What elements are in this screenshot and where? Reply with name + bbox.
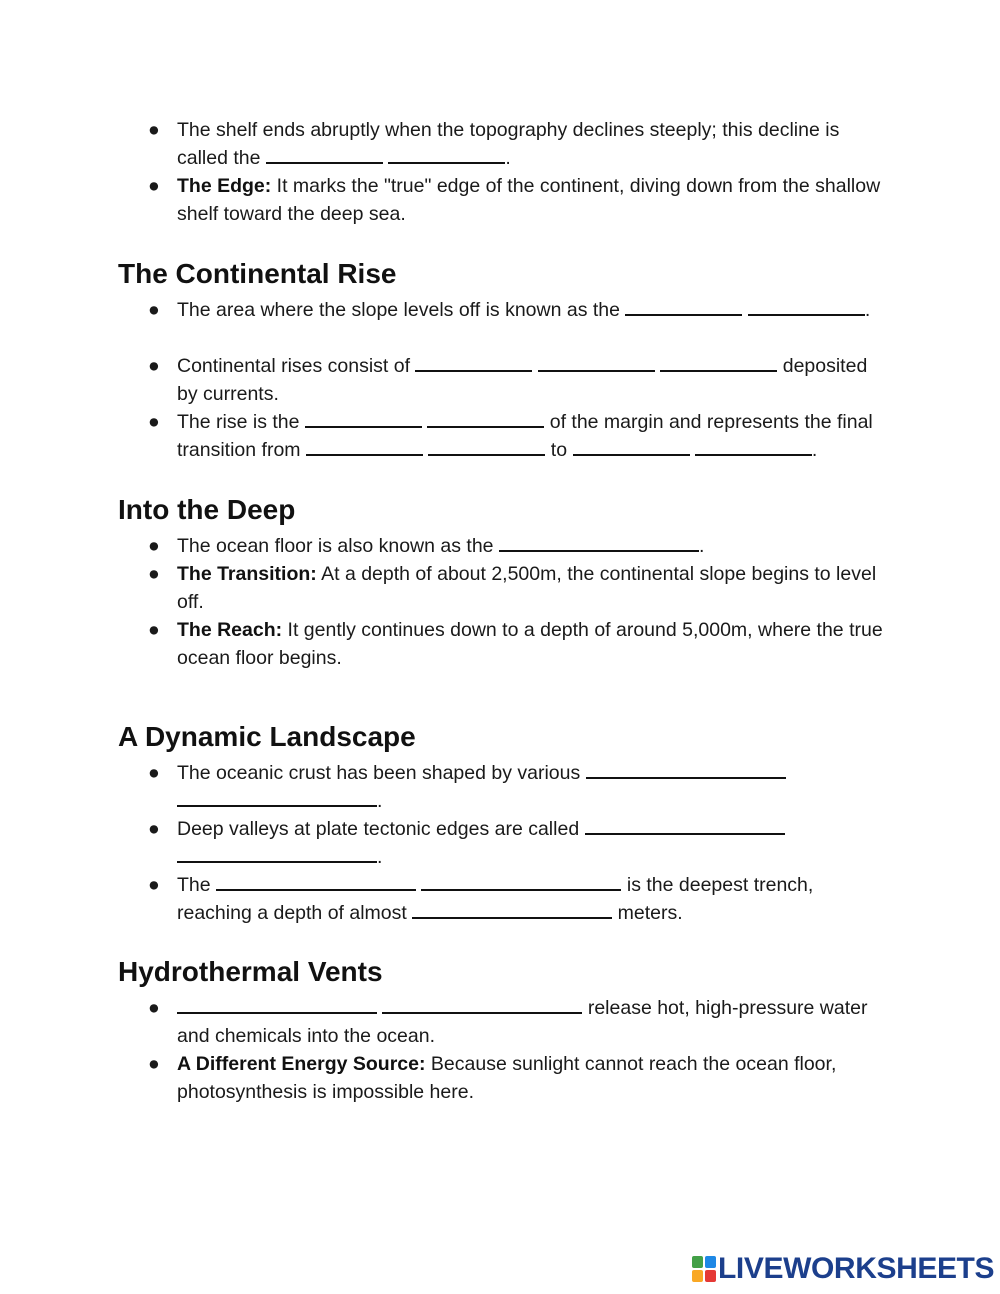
answer-blank[interactable] (421, 871, 621, 891)
item-text: The rise is the (177, 411, 305, 433)
list-item (148, 560, 888, 616)
item-text: to (545, 439, 573, 461)
section-title-continental-rise: The Continental Rise (118, 258, 397, 289)
item-text: . (377, 846, 383, 868)
liveworksheets-logo-icon (692, 1256, 716, 1282)
bullet: ● (148, 874, 160, 896)
answer-blank[interactable] (216, 871, 416, 891)
item-text: . (377, 790, 383, 812)
answer-blank[interactable] (177, 843, 377, 863)
list-item (148, 532, 888, 560)
bullet: ● (148, 619, 160, 641)
item-text: Because sunlight cannot reach the ocean floor, photosynthesis is impossible here. (177, 1053, 837, 1103)
answer-blank[interactable] (748, 296, 865, 316)
item-lead: A Different Energy Source: (177, 1053, 426, 1075)
list-item (148, 616, 888, 672)
item-text: . (698, 535, 705, 557)
bullet: ● (148, 997, 160, 1019)
section-title-hydrothermal-vents: Hydrothermal Vents (118, 956, 383, 987)
item-text: . (811, 439, 818, 461)
answer-blank[interactable] (306, 436, 423, 456)
answer-blank[interactable] (586, 759, 786, 779)
bullet: ● (148, 175, 160, 197)
logo-text: LIVEWORKSHEETS (718, 1252, 995, 1285)
answer-blank[interactable] (427, 408, 544, 428)
item-lead: The Reach: (177, 619, 283, 641)
bullet: ● (148, 299, 160, 321)
bullet: ● (148, 818, 160, 840)
answer-blank[interactable] (695, 436, 812, 456)
list-item (148, 116, 888, 172)
answer-blank[interactable] (305, 408, 422, 428)
item-text: meters. (612, 902, 683, 924)
item-text: . (864, 299, 871, 321)
bullet: ● (148, 535, 160, 557)
answer-blank[interactable] (538, 352, 655, 372)
answer-blank[interactable] (625, 296, 742, 316)
item-text: It gently continues down to a depth of around 5,000m, where the true ocean floor begins. (177, 619, 883, 669)
list-item (148, 1050, 888, 1106)
item-text: The shelf ends abruptly when the topography declines steeply; this decline is called the (177, 119, 840, 169)
bullet: ● (148, 1053, 160, 1075)
bullet: ● (148, 411, 160, 433)
list-item (148, 994, 888, 1050)
bullet: ● (148, 563, 160, 585)
answer-blank[interactable] (499, 532, 699, 552)
answer-blank[interactable] (573, 436, 690, 456)
list-item (148, 172, 888, 228)
bullet: ● (148, 119, 160, 141)
item-lead: The Edge: (177, 175, 272, 197)
item-text: At a depth of about 2,500m, the continental slope begins to level off. (177, 563, 877, 613)
section-title-into-the-deep: Into the Deep (118, 494, 296, 525)
item-text: release hot, high-pressure water and chemicals into the ocean. (177, 997, 868, 1047)
bullet: ● (148, 355, 160, 377)
bullet: ● (148, 762, 160, 784)
item-lead: The Transition: (177, 563, 317, 585)
item-text: The area where the slope levels off is known as the (177, 299, 626, 321)
item-text: The ocean floor is also known as the (177, 535, 499, 557)
list-item (148, 759, 888, 815)
answer-blank[interactable] (177, 787, 377, 807)
answer-blank[interactable] (585, 815, 785, 835)
answer-blank[interactable] (382, 994, 582, 1014)
item-text: It marks the "true" edge of the continent, diving down from the shallow shelf toward the deep sea. (177, 175, 881, 225)
item-text: is the deepest trench, reaching a depth of almost (177, 874, 814, 924)
list-item (148, 871, 888, 927)
answer-blank[interactable] (415, 352, 532, 372)
answer-blank[interactable] (428, 436, 545, 456)
list-item (148, 352, 888, 408)
item-text: deposited by currents. (177, 355, 868, 405)
liveworksheets-logo (692, 1252, 994, 1286)
list-item (148, 408, 888, 464)
item-text: . (505, 147, 511, 169)
answer-blank[interactable] (388, 144, 505, 164)
answer-blank[interactable] (266, 144, 383, 164)
answer-blank[interactable] (177, 994, 377, 1014)
item-text: The (177, 874, 217, 896)
list-item (148, 815, 888, 871)
list-item (148, 296, 888, 324)
item-text: Continental rises consist of (177, 355, 416, 377)
item-text: Deep valleys at plate tectonic edges are called (177, 818, 585, 840)
item-text: The oceanic crust has been shaped by various (177, 762, 586, 784)
section-title-dynamic-landscape: A Dynamic Landscape (118, 721, 416, 752)
answer-blank[interactable] (412, 899, 612, 919)
item-text: of the margin and represents the final transition from (177, 411, 873, 461)
answer-blank[interactable] (660, 352, 777, 372)
